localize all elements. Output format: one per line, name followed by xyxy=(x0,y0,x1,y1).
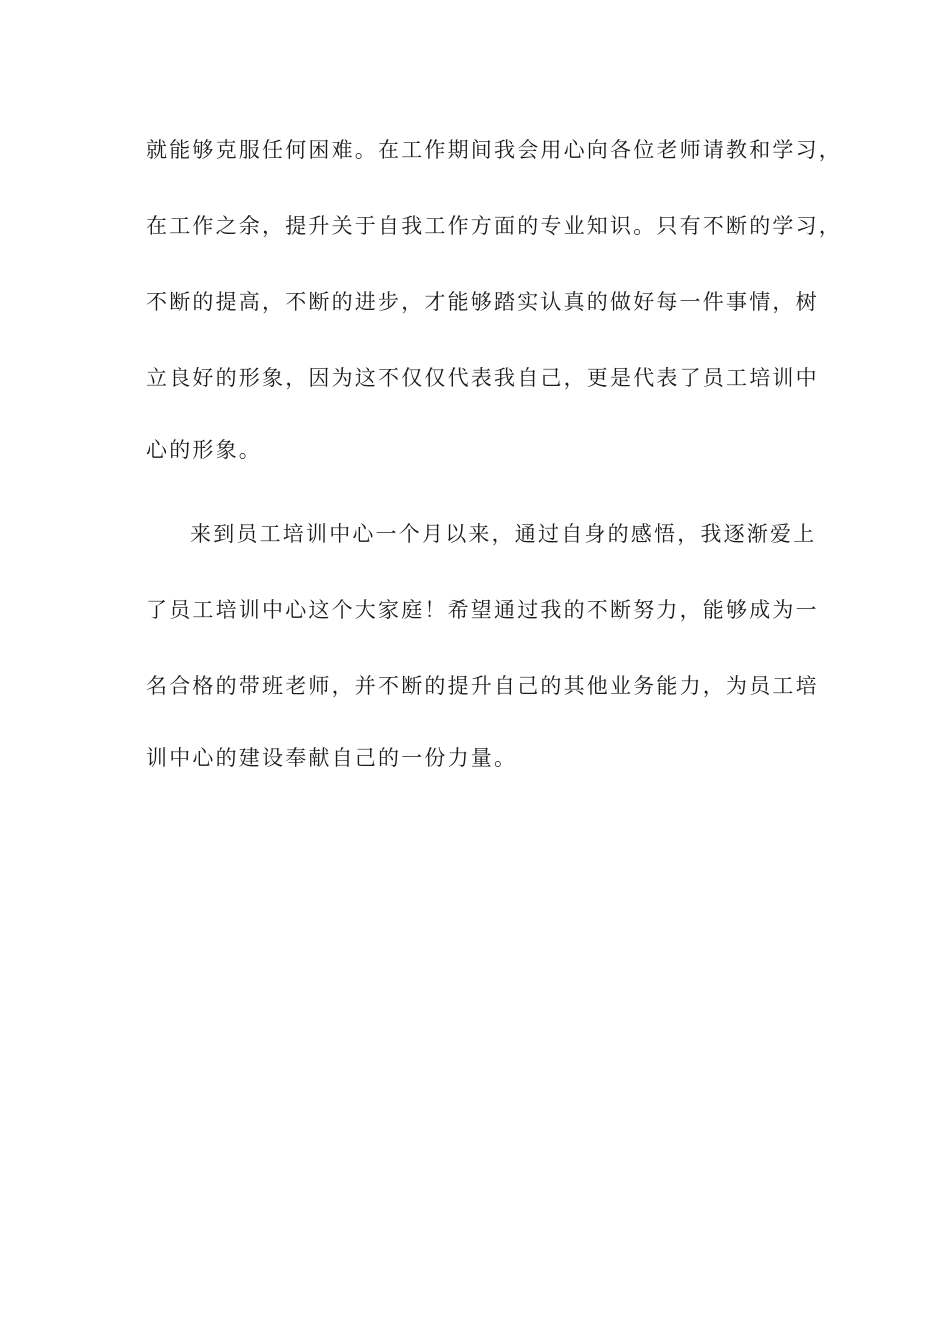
text-line: 在工作之余，提升关于自我工作方面的专业知识。只有不断的学习， xyxy=(146,214,842,238)
text-line: 不断的提高，不断的进步，才能够踏实认真的做好每一件事情，树 xyxy=(146,290,819,314)
text-line: 立良好的形象，因为这不仅仅代表我自己，更是代表了员工培训中 xyxy=(146,366,819,390)
text-line: 训中心的建设奉献自己的一份力量。 xyxy=(146,746,518,770)
text-line: 就能够克服任何困难。在工作期间我会用心向各位老师请教和学习， xyxy=(146,138,842,162)
text-line: 名合格的带班老师，并不断的提升自己的其他业务能力，为员工培 xyxy=(146,674,819,698)
text-line: 了员工培训中心这个大家庭！希望通过我的不断努力，能够成为一 xyxy=(146,598,819,622)
text-line: 心的形象。 xyxy=(146,438,262,462)
text-line: 来到员工培训中心一个月以来，通过自身的感悟，我逐渐爱上 xyxy=(190,522,817,546)
